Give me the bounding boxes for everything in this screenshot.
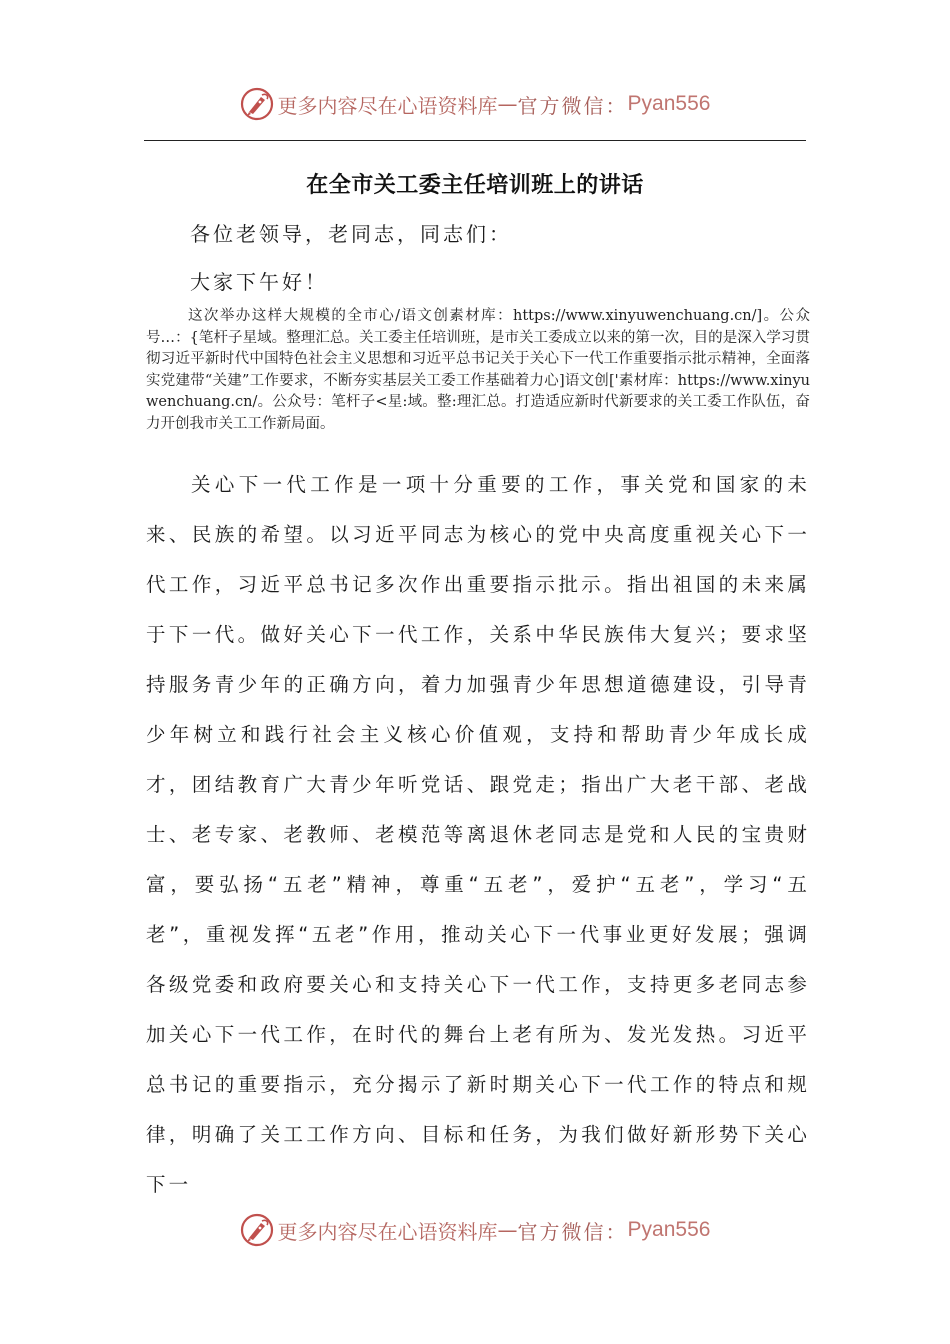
intro-paragraph: 这次举办这样大规模的全市心/语文创素材库：https://www.xinyuwenchuang.cn/]。公众号…：{笔杆子星域。整理汇总。关工委主任培训班，是市关工委成立以来的第一次，目的是深入学习贯彻习近平新时代中国特色社会主义思想和习近平总书记关于关心下一代工作重要指示批示精神，全面落实党建带“关建”工作要求，不断夯实基层关工委工作基础着力心]语文创['素材库：https://www.xinyuwenchuang.cn/。公众号：笔杆子<星:域。整:理汇总。打造适应新时代新要求的关工委工作队伍，奋力开创我市关工工作新局面。 (146, 308, 810, 432)
banner-separator: — (497, 92, 518, 116)
header-banner (0, 84, 950, 124)
banner-main-text: 更多内容尽在心语资料库 (277, 1219, 498, 1244)
pen-nib-logo-icon (240, 87, 274, 121)
banner-wechat-label: 官方微信： (517, 93, 628, 118)
banner-wechat-label: 官方微信： (517, 1219, 628, 1244)
banner-wechat-id: Pyan556 (627, 92, 711, 115)
salutation: 各位老领导，老同志，同志们： (190, 222, 512, 246)
header-divider (144, 140, 806, 141)
greeting: 大家下午好！ (190, 270, 328, 294)
banner-separator: — (497, 1218, 518, 1242)
banner-wechat-id: Pyan556 (627, 1218, 711, 1241)
pen-nib-logo-icon (240, 1213, 274, 1247)
document-title: 在全市关工委主任培训班上的讲话 (306, 173, 644, 198)
body-paragraph: 关心下一代工作是一项十分重要的工作，事关党和国家的未来、民族的希望。以习近平同志为核心的党中央高度重视关心下一代工作，习近平总书记多次作出重要指示批示。指出祖国的未来属于下一代。做好关心下一代工作，关系中华民族伟大复兴；要求坚持服务青少年的正确方向，着力加强青少年思想道德建设，引导青少年树立和践行社会主义核心价值观，支持和帮助青少年成长成才，团结教育广大青少年听党话、跟党走；指出广大老干部、老战士、老专家、老教师、老模范等离退休老同志是党和人民的宝贵财富，要弘扬“五老”精神，尊重“五老”，爱护“五老”，学习“五老”，重视发挥“五老”作用，推动关心下一代事业更好发展；强调各级党委和政府要关心和支持关心下一代工作，支持更多老同志参加关心下一代工作，在时代的舞台上老有所为、发光发热。习近平总书记的重要指示，充分揭示了新时期关心下一代工作的特点和规律，明确了关工工作方向、目标和任务，为我们做好新形势下关心下一 (146, 473, 810, 1196)
banner-main-text: 更多内容尽在心语资料库 (277, 93, 498, 118)
footer-banner (0, 1210, 950, 1250)
